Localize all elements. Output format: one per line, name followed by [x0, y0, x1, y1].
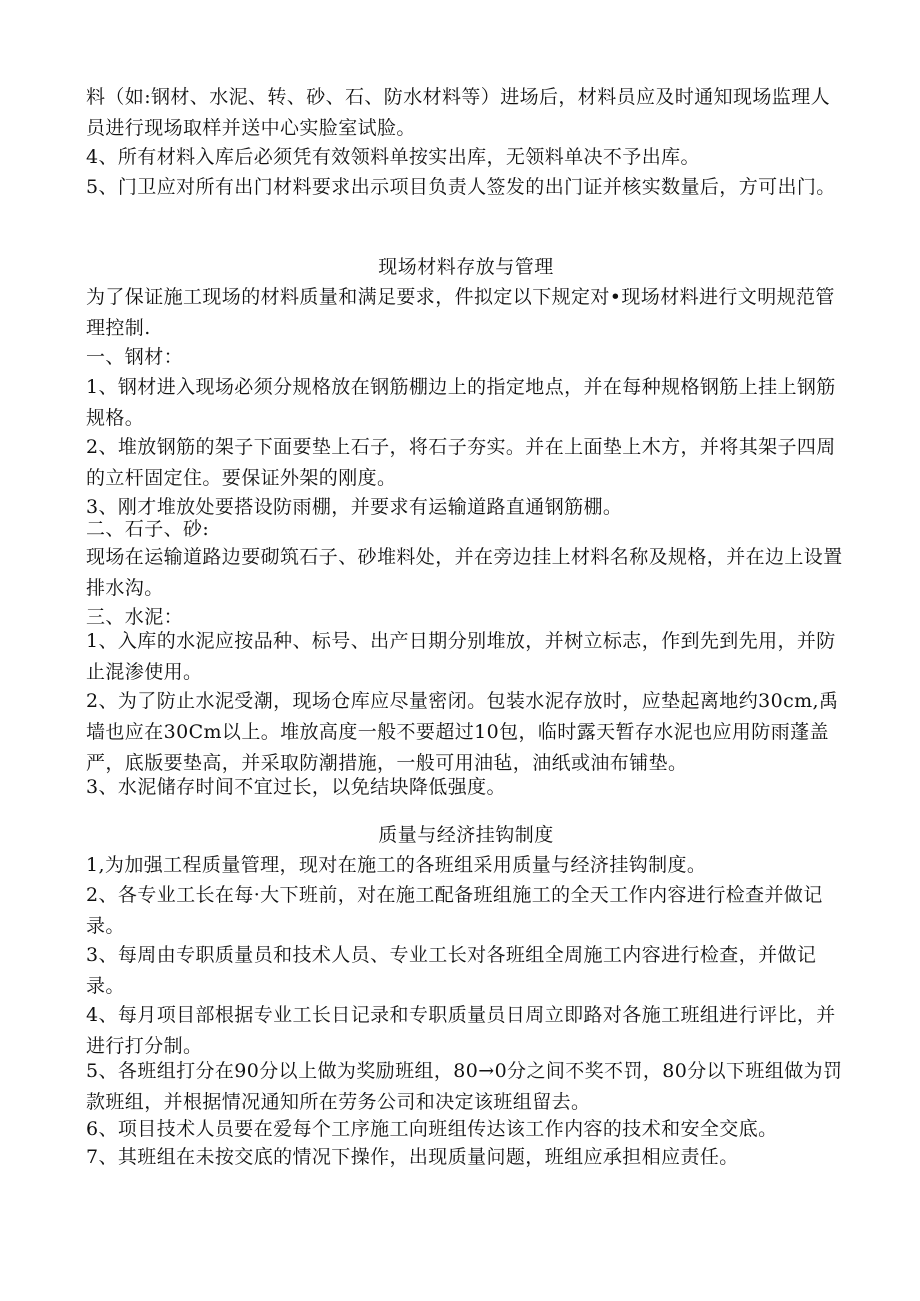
paragraph-storage-intro: 为了保证施工现场的材料质量和满足要求，件拟定以下规定对•现场材料进行文明规范管理控制. — [86, 286, 835, 339]
paragraph-steel-3: 3、刚才堆放处要搭设防雨棚，并要求有运输道路直通钢筋棚。 — [86, 496, 623, 518]
paragraph-quality-4: 4、每月项目部根据专业工长日记录和专职质量员日周立即路对各施工班组进行评比，并进行打分制。 — [86, 1004, 836, 1057]
paragraph-quality-7: 7、其班组在未按交底的情况下操作，出现质量问题，班组应承担相应责任。 — [86, 1146, 739, 1168]
paragraph-material-inspection: 料（如:钢材、水泥、转、砂、石、防水材料等）进场后，材料员应及时通知现场监理人员进行现场取样并送中心实脸室试脸。 — [86, 86, 831, 139]
heading-cement: 三、水泥： — [86, 606, 184, 628]
paragraph-quality-5: 5、各班组打分在90分以上做为奖励班组，80→0分之间不奖不罚，80分以下班组做为罚款班组，并根据情况通知所在劳务公司和决定该班组留去。 — [86, 1060, 843, 1113]
heading-stone-sand: 二、石子、砂: — [86, 518, 210, 540]
section-title-material-storage: 现场材料存放与管理 — [378, 256, 554, 278]
paragraph-quality-1: 1,为加强工程质量管理，现对在施工的各班组采用质量与经济挂钩制度。 — [86, 854, 707, 876]
paragraph-steel-1: 1、钢材进入现场必须分规格放在钢筋棚边上的指定地点，并在每种规格钢筋上挂上钢筋规格。 — [86, 376, 836, 429]
paragraph-rule-4: 4、所有材料入库后必须凭有效领料单按实出库，无领料单决不予出库。 — [86, 146, 700, 168]
paragraph-quality-6: 6、项目技术人员要在爱每个工序施工向班组传达该工作内容的技术和安全交底。 — [86, 1118, 778, 1140]
paragraph-cement-3: 3、水泥储存时间不宜过长，以免结块降低强度。 — [86, 776, 506, 798]
paragraph-cement-2: 2、为了防止水泥受潮，现场仓库应尽量密闭。包装水泥存放时，应垫起离地约30cm,禹墙也应在30Cm以上。堆放高度一般不要超过10包，临时露天暂存水泥也应用防雨蓬盖严，底版要垫高，并采取防潮措施，一般可用油毡，油纸或油布铺垫。 — [86, 690, 839, 774]
paragraph-quality-2: 2、各专业工长在每·大下班前，对在施工配备班组施工的全天工作内容进行检查并做记录。 — [86, 884, 823, 937]
paragraph-steel-2: 2、堆放钢筋的架子下面要垫上石子，将石子夯实。并在上面垫上木方，并将其架子四周的立杆固定住。要保证外架的刚度。 — [86, 436, 836, 489]
section-title-quality-economy: 质量与经济挂钩制度 — [378, 824, 554, 846]
heading-steel: 一、钢材： — [86, 346, 184, 368]
paragraph-stone-sand: 现场在运输道路边要砌筑石子、砂堆料处，并在旁边挂上材料名称及规格，并在边上设置排水沟。 — [86, 546, 843, 599]
paragraph-cement-1: 1、入库的水泥应按品种、标号、出产日期分别堆放，并树立标志，作到先到先用，并防止混渗使用。 — [86, 630, 836, 683]
paragraph-quality-3: 3、每周由专职质量员和技术人员、专业工长对各班组全周施工内容进行检查，并做记录。 — [86, 944, 817, 997]
paragraph-rule-5: 5、门卫应对所有出门材料要求出示项目负责人签发的出门证并核实数量后，方可出门。 — [86, 176, 836, 198]
